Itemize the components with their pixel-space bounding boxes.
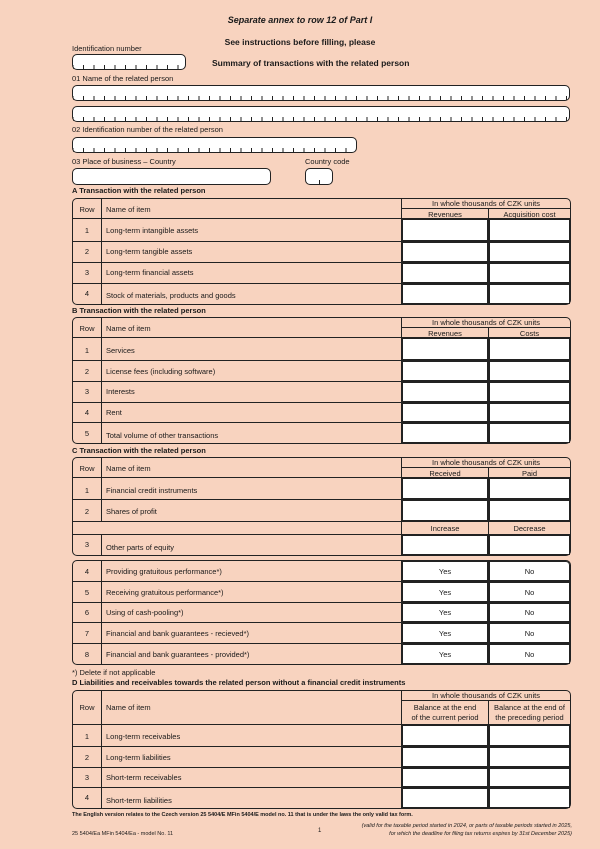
row-header: Row [79,324,95,333]
row-name: Total volume of other transactions [106,431,219,440]
d1-preceding-input[interactable] [489,725,570,746]
preceding-period-header-line1: Balance at the end of [494,703,565,712]
a2-revenues-input[interactable] [402,242,488,262]
current-period-header-line1: Balance at the end [413,703,477,712]
section-d-table [72,690,571,809]
b2-revenues-input[interactable] [402,361,488,381]
field-01-label: 01 Name of the related person [72,74,174,83]
row-header: Row [79,703,95,712]
b3-revenues-input[interactable] [402,382,488,402]
row-name: Long-term receivables [106,732,181,741]
c3-decrease-input[interactable] [489,535,570,555]
section-d-title: D Liabilities and receivables towards the related person without a financial credit instruments [72,678,406,687]
row-name: License fees (including software) [106,367,216,376]
units-header: In whole thousands of CZK units [432,199,540,208]
row-number: 5 [84,429,90,438]
row-name: Other parts of equity [106,543,174,552]
row-number: 2 [84,753,90,762]
a1-cost-input[interactable] [489,219,570,241]
row-name: Rent [106,408,122,417]
c1-received-input[interactable] [402,478,488,499]
country-code-field[interactable] [305,168,333,185]
related-person-name-field-2[interactable] [72,106,570,122]
name-of-item-header: Name of item [106,205,151,214]
row-header: Row [79,205,95,214]
b4-costs-input[interactable] [489,403,570,422]
row-name: Long-term financial assets [106,268,194,277]
related-person-id-field[interactable] [72,137,357,153]
b1-revenues-input[interactable] [402,338,488,360]
row-name: Providing gratuitous performance*) [106,567,222,576]
row-number: 4 [84,567,90,576]
identification-number-field[interactable] [72,54,186,70]
delete-note: *) Delete if not applicable [72,668,156,677]
c8-no-option[interactable]: No [489,644,570,664]
row-name: Long-term intangible assets [106,226,199,235]
row-number: 5 [84,588,90,597]
row-number: 3 [84,773,90,782]
section-b-title: B Transaction with the related person [72,306,206,315]
c1-paid-input[interactable] [489,478,570,499]
section-c-table [72,457,571,556]
a3-cost-input[interactable] [489,263,570,283]
c8-yes-option[interactable]: Yes [402,644,488,664]
c2-paid-input[interactable] [489,500,570,521]
a3-revenues-input[interactable] [402,263,488,283]
validity-note-line2: for which the deadline for filing tax returns expires by 31st December 2025) [389,831,572,837]
row-name: Financial and bank guarantees - provided*) [106,650,250,659]
c2-received-input[interactable] [402,500,488,521]
b5-revenues-input[interactable] [402,423,488,443]
section-a-title: A Transaction with the related person [72,186,206,195]
decrease-header: Decrease [513,524,546,533]
row-number: 3 [84,387,90,396]
row-name: Stock of materials, products and goods [106,291,236,300]
row-name: Interests [106,387,135,396]
row-name: Long-term tangible assets [106,247,193,256]
section-b-table [72,317,571,444]
annex-title: Separate annex to row 12 of Part I [227,15,373,25]
instructions-text: See instructions before filling, please [224,37,376,47]
row-name: Shares of profit [106,507,157,516]
c6-yes-option[interactable]: Yes [402,603,488,622]
country-code-label: Country code [305,157,350,166]
costs-header: Costs [519,329,540,338]
d1-current-input[interactable] [402,725,488,746]
row-header: Row [79,464,95,473]
row-number: 3 [84,540,90,549]
units-header: In whole thousands of CZK units [432,458,540,467]
name-of-item-header: Name of item [106,324,151,333]
form-code: 25 5404/Ea MFin 5404/Ea - model No. 11 [72,831,174,837]
row-number: 7 [84,629,90,638]
row-name: Receiving gratuitous performance*) [106,588,224,597]
d3-preceding-input[interactable] [489,768,570,787]
row-number: 4 [84,793,90,802]
english-version-note: The English version relates to the Czech version 25 5404/E MFin 5404/E model no. 11 that is under the laws the only valid tax form. [72,812,413,818]
row-number: 8 [84,650,90,659]
c4-yes-option[interactable]: Yes [402,561,488,581]
b4-revenues-input[interactable] [402,403,488,422]
field-03-label: 03 Place of business – Country [72,157,176,166]
row-number: 4 [84,289,90,298]
d2-current-input[interactable] [402,747,488,767]
c5-yes-option[interactable]: Yes [402,582,488,602]
related-person-name-field-1[interactable] [72,85,570,101]
field-02-label: 02 Identification number of the related person [72,125,223,134]
c6-no-option[interactable]: No [489,603,570,622]
revenues-header: Revenues [428,210,462,219]
revenues-header: Revenues [428,329,462,338]
row-number: 1 [84,346,90,355]
name-of-item-header: Name of item [106,703,151,712]
summary-title: Summary of transactions with the related person [212,58,410,68]
row-number: 1 [84,226,90,235]
row-name: Short-term liabilities [106,796,172,805]
row-number: 2 [84,507,90,516]
row-number: 1 [84,486,90,495]
d4-current-input[interactable] [402,788,488,808]
row-number: 6 [84,608,90,617]
a2-cost-input[interactable] [489,242,570,262]
row-name: Services [106,346,135,355]
c4-no-option[interactable]: No [489,561,570,581]
row-name: Financial credit instruments [106,486,198,495]
row-name: Using of cash-pooling*) [106,608,184,617]
a4-revenues-input[interactable] [402,284,488,304]
paid-header: Paid [521,469,537,478]
b1-costs-input[interactable] [489,338,570,360]
acquisition-cost-header: Acquisition cost [503,210,556,219]
validity-note-line1: (valid for the taxable period started in 2024, or parts of taxable periods started in 2025, [361,823,572,829]
country-field[interactable] [72,168,271,185]
b5-costs-input[interactable] [489,423,570,443]
row-number: 2 [84,247,90,256]
page-number: 1 [318,828,322,834]
c7-no-option[interactable]: No [489,623,570,643]
increase-header: Increase [430,524,460,533]
row-name: Short-term receivables [106,773,182,782]
b2-costs-input[interactable] [489,361,570,381]
received-header: Received [429,469,461,478]
d2-preceding-input[interactable] [489,747,570,767]
section-c-title: C Transaction with the related person [72,446,206,455]
row-name: Long-term liabilities [106,753,171,762]
d4-preceding-input[interactable] [489,788,570,808]
units-header: In whole thousands of CZK units [432,691,540,700]
d3-current-input[interactable] [402,768,488,787]
section-c-yesno-table [72,560,571,665]
c5-no-option[interactable]: No [489,582,570,602]
units-header: In whole thousands of CZK units [432,318,540,327]
section-a-table [72,198,571,305]
row-number: 2 [84,367,90,376]
c3-increase-input[interactable] [402,535,488,555]
preceding-period-header-line2: the preceding period [495,713,564,722]
row-number: 1 [84,732,90,741]
id-label: Identification number [72,44,142,53]
row-number: 3 [84,268,90,277]
row-number: 4 [84,408,90,417]
name-of-item-header: Name of item [106,464,151,473]
row-name: Financial and bank guarantees - recieved*) [106,629,250,638]
a4-cost-input[interactable] [489,284,570,304]
b3-costs-input[interactable] [489,382,570,402]
a1-revenues-input[interactable] [402,219,488,241]
c7-yes-option[interactable]: Yes [402,623,488,643]
current-period-header-line2: of the current period [411,713,479,722]
